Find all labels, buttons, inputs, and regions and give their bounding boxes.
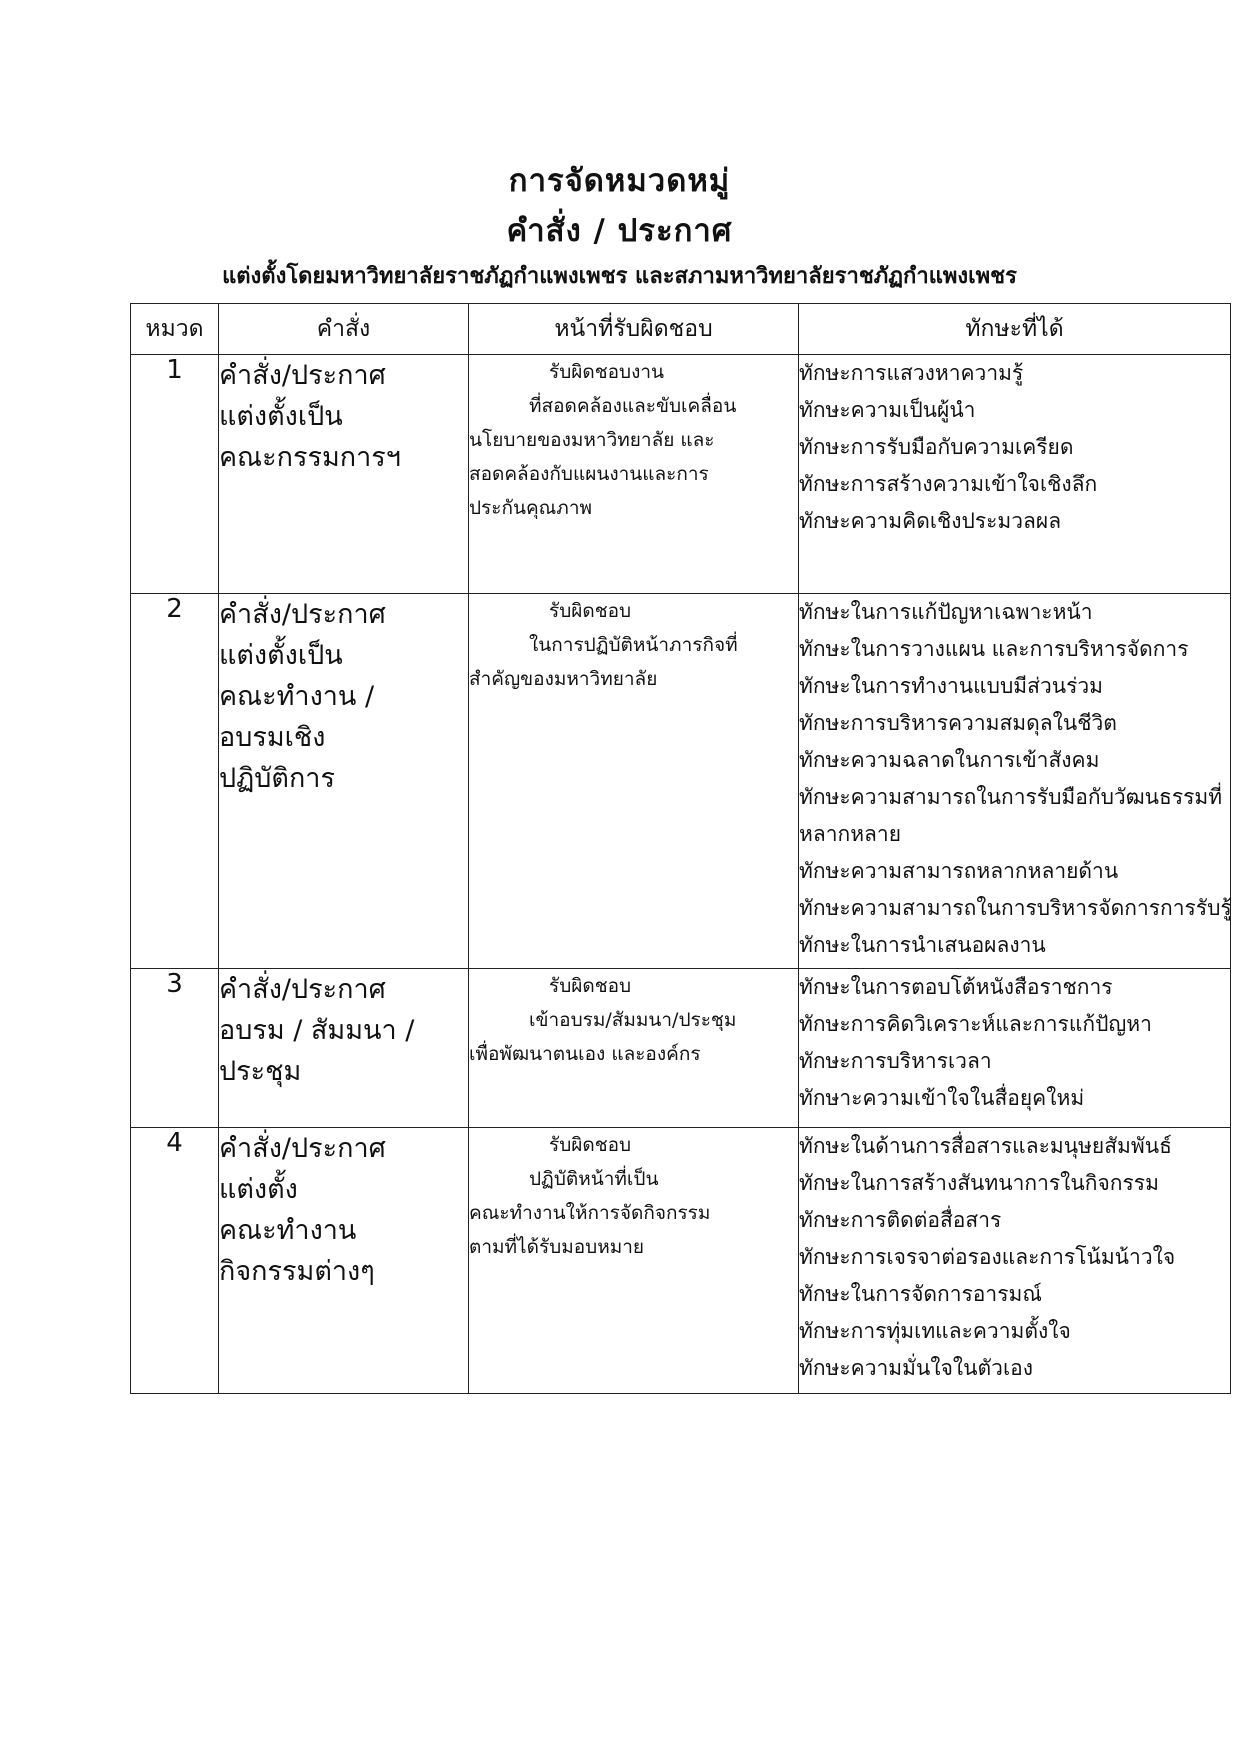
command-line: แต่งตั้งเป็น [219, 401, 343, 432]
responsibility-line: ประกันคุณภาพ [469, 497, 593, 519]
command-line: คำสั่ง/ประกาศ [219, 360, 386, 391]
category-number: 3 [131, 969, 219, 1128]
category-number: 4 [131, 1128, 219, 1394]
responsibility-line: รับผิดชอบ [549, 1134, 632, 1156]
responsibility-line: ที่สอดคล้องและขับเคลื่อน [529, 395, 737, 417]
command-line: คณะกรรมการฯ [219, 442, 401, 473]
command-cell [219, 969, 469, 1128]
skill-item: ทักษะความคิดเชิงประมวลผล [799, 509, 1062, 533]
table-row [131, 594, 1231, 969]
responsibility-line: รับผิดชอบ [549, 975, 632, 997]
command-line: อบรมเชิง [219, 722, 326, 753]
skill-item: ทักษะความมั่นใจในตัวเอง [799, 1356, 1033, 1380]
command-line: ปฏิบัติการ [219, 763, 335, 794]
category-number: 1 [131, 355, 219, 594]
command-line: ประชุม [219, 1056, 302, 1087]
skill-item: ทักษะความฉลาดในการเข้าสังคม [799, 748, 1100, 772]
skill-item: ทักษะความสามารถในการรับมือกับวัฒนธรรมที่หลากหลาย [799, 785, 1223, 846]
responsibility-line: รับผิดชอบงาน [549, 361, 665, 383]
responsibility-line: ตามที่ได้รับมอบหมาย [469, 1236, 645, 1258]
document-subtitle: แต่งตั้งโดยมหาวิทยาลัยราชภัฏกำแพงเพชร และสภามหาวิทยาลัยราชภัฏกำแพงเพชร [222, 264, 1017, 289]
column-header-skills: ทักษะที่ได้ [799, 304, 1231, 355]
table-header-row [131, 304, 1231, 355]
responsibility-line: รับผิดชอบ [549, 600, 632, 622]
command-line: คณะทำงาน / [219, 681, 375, 712]
command-line: คำสั่ง/ประกาศ [219, 1133, 386, 1164]
skill-item: ทักษะการบริหารความสมดุลในชีวิต [799, 711, 1117, 735]
category-table [130, 303, 1231, 1394]
skill-item: ทักษะการติดต่อสื่อสาร [799, 1208, 1002, 1232]
skill-item: ทักษะในการแก้ปัญหาเฉพาะหน้า [799, 600, 1093, 624]
skill-item: ทักษะการทุ่มเทและความตั้งใจ [799, 1319, 1071, 1343]
skill-item: ทักษะการบริหารเวลา [799, 1049, 992, 1073]
skills-cell [799, 969, 1231, 1128]
responsibility-line: ในการปฏิบัติหน้าภารกิจที่ [529, 634, 738, 656]
skill-item: ทักษะในด้านการสื่อสารและมนุษยสัมพันธ์ [799, 1134, 1172, 1158]
responsibility-line: เพื่อพัฒนาตนเอง และองค์กร [469, 1043, 701, 1065]
command-line: คณะทำงาน [219, 1215, 357, 1246]
command-cell [219, 594, 469, 969]
responsibility-line: สำคัญของมหาวิทยาลัย [469, 668, 658, 690]
skill-item: ทักษะความเป็นผู้นำ [799, 398, 976, 422]
skills-cell [799, 594, 1231, 969]
command-cell [219, 1128, 469, 1394]
responsibility-line: คณะทำงานให้การจัดกิจกรรม [469, 1202, 711, 1224]
skill-item: ทักษะในการสร้างสันทนาการในกิจกรรม [799, 1171, 1159, 1195]
command-line: คำสั่ง/ประกาศ [219, 974, 386, 1005]
command-line: คำสั่ง/ประกาศ [219, 599, 386, 630]
column-header-category: หมวด [131, 304, 219, 355]
command-line: กิจกรรมต่างๆ [219, 1256, 375, 1287]
table-row [131, 1128, 1231, 1394]
command-line: แต่งตั้งเป็น [219, 640, 343, 671]
skills-cell [799, 355, 1231, 594]
responsibility-cell [469, 594, 799, 969]
skill-item: ทักษะในการทำงานแบบมีส่วนร่วม [799, 674, 1104, 698]
responsibility-cell [469, 1128, 799, 1394]
command-line: แต่งตั้ง [219, 1174, 298, 1205]
skill-item: ทักษะในการจัดการอารมณ์ [799, 1282, 1042, 1306]
skill-item: ทักษะการแสวงหาความรู้ [799, 361, 1024, 385]
skill-item: ทักษะการรับมือกับความเครียด [799, 435, 1074, 459]
responsibility-cell [469, 969, 799, 1128]
table-row [131, 969, 1231, 1128]
skills-cell [799, 1128, 1231, 1394]
responsibility-line: นโยบายของมหาวิทยาลัย และ [469, 429, 715, 451]
page-title: การจัดหมวดหมู่ [508, 163, 731, 199]
table-row [131, 355, 1231, 594]
skill-item: ทักษะในการวางแผน และการบริหารจัดการ [799, 637, 1189, 661]
skill-item: ทักษะการเจรจาต่อรองและการโน้มน้าวใจ [799, 1245, 1176, 1269]
skill-item: ทักษะในการตอบโต้หนังสือราชการ [799, 975, 1113, 999]
command-line: อบรม / สัมมนา / [219, 1015, 415, 1046]
column-header-command: คำสั่ง [219, 304, 469, 355]
skill-item: ทักษะการสร้างความเข้าใจเชิงลึก [799, 472, 1098, 496]
skill-item: ทักษะในการนำเสนอผลงาน [799, 933, 1046, 957]
page-subtitle: คำสั่ง / ประกาศ [506, 213, 733, 249]
responsibility-cell [469, 355, 799, 594]
skill-item: ทักษะการคิดวิเคราะห์และการแก้ปัญหา [799, 1012, 1152, 1036]
category-number: 2 [131, 594, 219, 969]
skill-item: ทักษะความสามารถหลากหลายด้าน [799, 859, 1119, 883]
responsibility-line: ปฏิบัติหน้าที่เป็น [529, 1168, 659, 1190]
responsibility-line: สอดคล้องกับแผนงานและการ [469, 463, 709, 485]
responsibility-line: เข้าอบรม/สัมมนา/ประชุม [529, 1009, 737, 1031]
skill-item: ทักษะความสามารถในการบริหารจัดการการรับรู้ [799, 896, 1232, 920]
command-cell [219, 355, 469, 594]
skill-item: ทักษาะความเข้าใจในสื่อยุคใหม่ [799, 1086, 1085, 1110]
column-header-responsibility: หน้าที่รับผิดชอบ [469, 304, 799, 355]
